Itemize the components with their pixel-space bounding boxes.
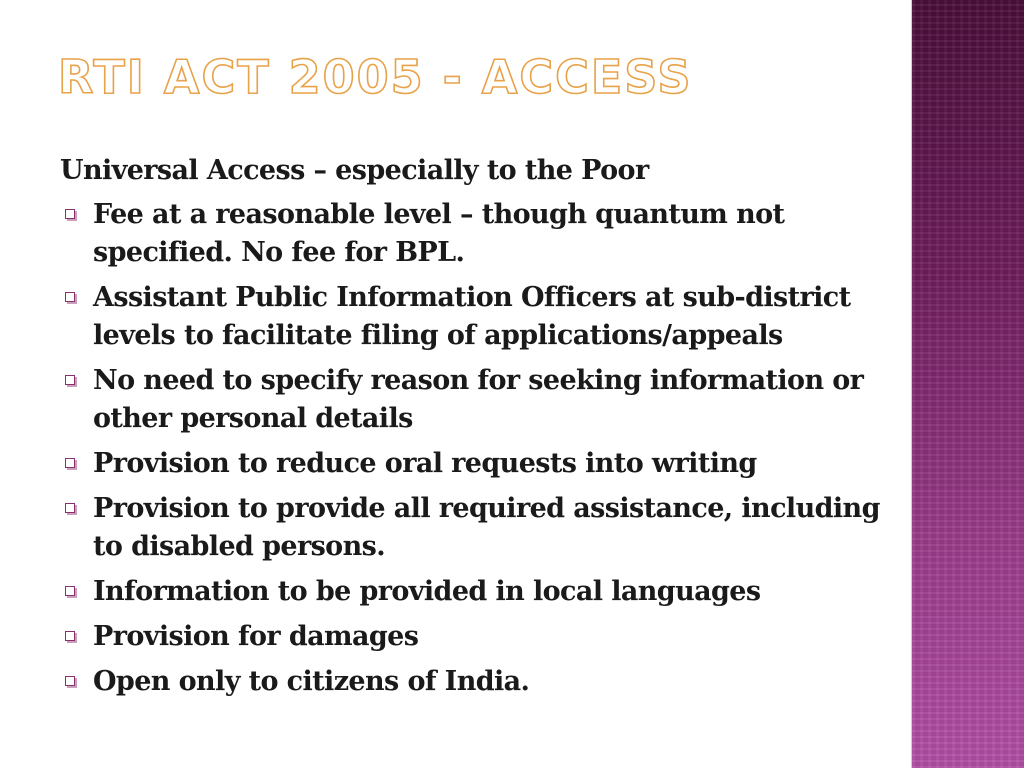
square-bullet-icon xyxy=(65,676,75,686)
list-item-text: Information to be provided in local languages xyxy=(93,576,761,607)
list-item xyxy=(60,573,880,611)
square-bullet-icon xyxy=(65,503,75,513)
list-item xyxy=(60,618,880,656)
square-bullet-icon xyxy=(65,631,75,641)
square-bullet-icon xyxy=(65,292,75,302)
list-item-text: Fee at a reasonable level – though quantum not specified. No fee for BPL. xyxy=(93,199,785,268)
list-item-text: Assistant Public Information Officers at sub-district levels to facilitate filing of applications/appeals xyxy=(93,282,851,351)
list-item xyxy=(60,445,880,483)
square-bullet-icon xyxy=(65,375,75,385)
square-bullet-icon xyxy=(65,586,75,596)
bullet-list xyxy=(60,196,880,701)
list-item-text: Provision to provide all required assistance, including to disabled persons. xyxy=(93,493,880,562)
list-item xyxy=(60,490,880,566)
list-item-text: Open only to citizens of India. xyxy=(93,666,530,697)
slide-content xyxy=(60,152,880,708)
list-item-text: Provision to reduce oral requests into writing xyxy=(93,448,757,479)
square-bullet-icon xyxy=(65,209,75,219)
list-item-text: No need to specify reason for seeking information or other personal details xyxy=(93,365,864,434)
decorative-side-band xyxy=(911,0,1024,768)
list-item xyxy=(60,362,880,438)
list-item xyxy=(60,196,880,272)
list-item-text: Provision for damages xyxy=(93,621,419,652)
slide-title: RTI ACT 2005 - ACCESS xyxy=(58,50,693,104)
list-item xyxy=(60,279,880,355)
list-item xyxy=(60,663,880,701)
section-heading: Universal Access – especially to the Poor xyxy=(60,155,649,186)
square-bullet-icon xyxy=(65,458,75,468)
